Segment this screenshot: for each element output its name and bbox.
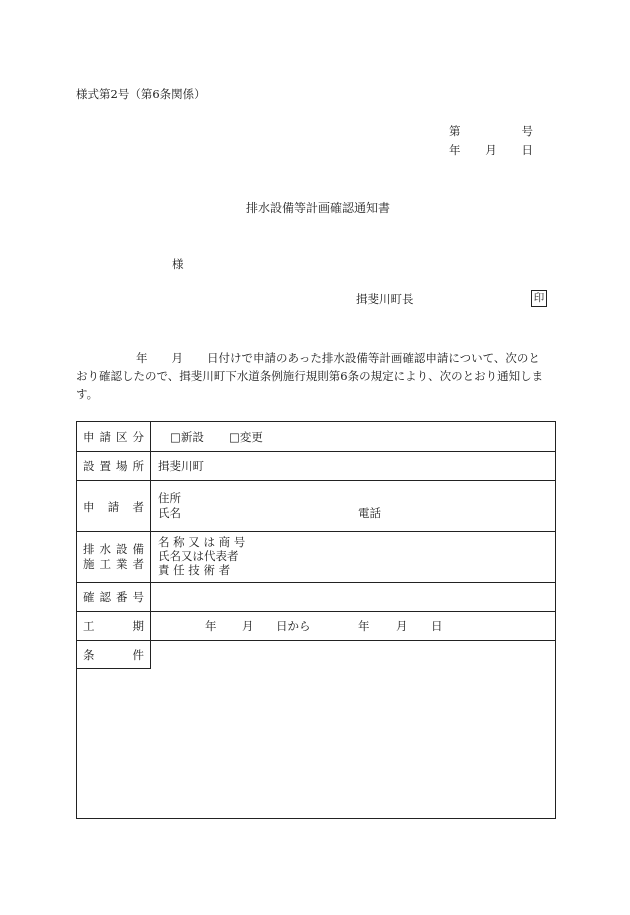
date-line <box>449 142 533 158</box>
addressee-suffix: 様 <box>172 257 184 271</box>
body-month: 月 <box>171 351 183 365</box>
contractor-representative: 氏名又は代表者 <box>158 549 239 563</box>
conditions-label-cell <box>77 640 151 669</box>
label-application-type: 申 請 区 分 <box>83 430 144 444</box>
row-confirmation-number <box>77 582 555 612</box>
label-location: 設 置 場 所 <box>83 459 144 473</box>
date-month: 月 <box>485 143 497 157</box>
contractor-chief-engineer: 責 任 技 術 者 <box>158 563 231 577</box>
date-day: 日 <box>521 143 533 157</box>
row-applicant <box>77 480 555 532</box>
option-new-checkbox[interactable]: □新設 <box>170 430 204 444</box>
body-line-1-rest: 日付けで申請のあった排水設備等計画確認申請について、次のと <box>207 351 540 365</box>
period-year-1: 年 <box>205 619 217 633</box>
label-confirmation-number: 確 認 番 号 <box>83 590 144 604</box>
label-contractor-line-2: 施 工 業 者 <box>83 557 144 571</box>
row-application-type <box>77 422 555 452</box>
body-paragraph <box>76 349 557 403</box>
label-contractor-line-1: 排 水 設 備 <box>83 542 144 556</box>
contractor-business-name: 名 称 又 は 商 号 <box>158 535 246 549</box>
document-title: 排水設備等計画確認通知書 <box>246 201 391 215</box>
body-year: 年 <box>136 351 148 365</box>
location-value: 揖斐川町 <box>158 459 204 473</box>
body-line-1 <box>76 349 557 367</box>
period-year-2: 年 <box>358 619 370 633</box>
issuer: 揖斐川町長 <box>356 292 414 306</box>
period-day-1-from: 日から <box>276 619 311 633</box>
option-change-checkbox[interactable]: □変更 <box>229 430 263 444</box>
number-line <box>449 123 533 139</box>
row-period <box>77 611 555 641</box>
body-line-3: す。 <box>76 387 99 401</box>
applicant-name: 氏名 <box>158 506 181 520</box>
number-dai: 第 <box>449 124 461 138</box>
number-gou: 号 <box>521 124 533 138</box>
seal-stamp: 印 <box>531 290 547 307</box>
body-line-2: おり確認したので、揖斐川町下水道条例施行規則第6条の規定により、次のとおり通知しま <box>76 369 544 383</box>
label-applicant: 申 請 者 <box>83 500 144 514</box>
date-year: 年 <box>449 143 461 157</box>
label-period: 工 期 <box>83 619 144 633</box>
period-month-1: 月 <box>242 619 254 633</box>
form-table <box>76 421 556 819</box>
row-location <box>77 451 555 481</box>
applicant-phone: 電話 <box>358 506 381 520</box>
applicant-address: 住所 <box>158 491 181 505</box>
form-id: 様式第2号（第6条関係） <box>76 87 206 101</box>
period-day-2: 日 <box>431 619 443 633</box>
period-month-2: 月 <box>396 619 408 633</box>
label-conditions: 条 件 <box>83 648 144 662</box>
row-contractor <box>77 531 555 583</box>
